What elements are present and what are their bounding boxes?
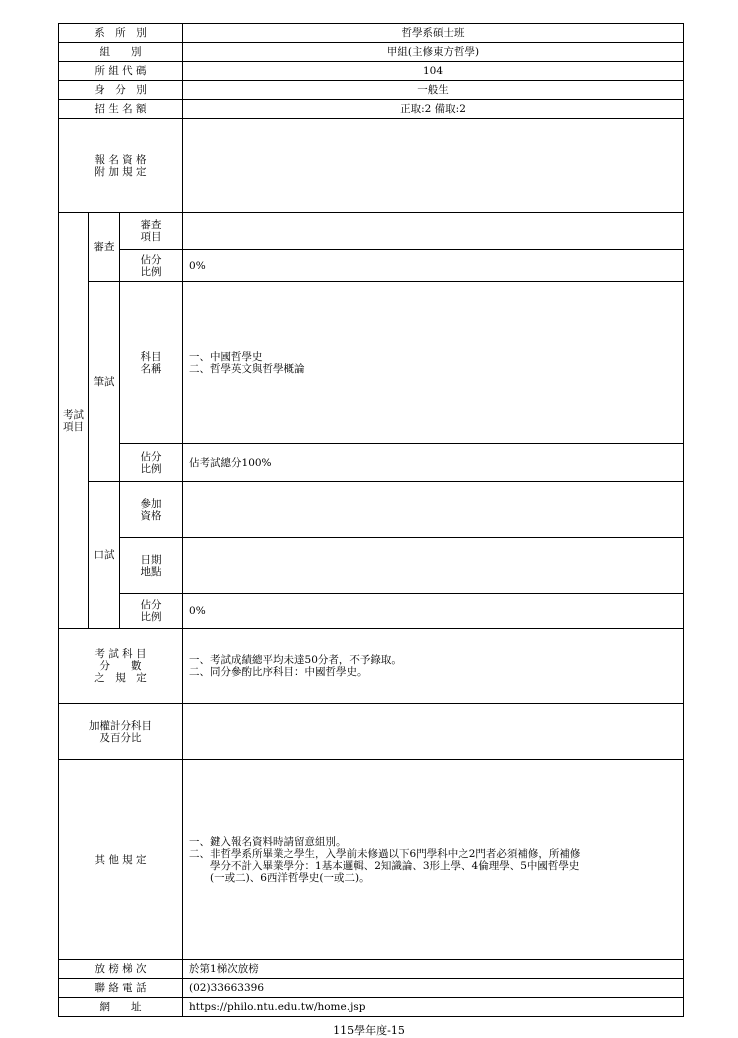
review-ratio-value: 0%: [183, 250, 684, 282]
phone-value: (02)33663396: [183, 979, 684, 998]
oral-ratio-label-line1: 佔分: [140, 599, 162, 611]
review-ratio-label-line1: 佔分: [140, 253, 162, 266]
weighted-label: [59, 704, 183, 760]
review-ratio-label-line2: 比例: [140, 265, 162, 278]
identity-value: 一般生: [183, 81, 684, 100]
qualification-value: [183, 119, 684, 213]
dept-label: 系 所 別: [59, 24, 183, 43]
review-ratio-label: [120, 250, 183, 282]
oral-eligibility-label-line2: 資格: [140, 509, 162, 522]
oral-eligibility-label-line1: 參加: [140, 497, 162, 510]
page-number: 115學年度-15: [333, 1024, 405, 1037]
identity-label: 身 分 別: [59, 81, 183, 100]
oral-date-value: [183, 538, 684, 594]
code-value: 104: [183, 62, 684, 81]
website-label: 網 址: [59, 998, 183, 1017]
oral-eligibility-label: [120, 482, 183, 538]
score-rules-label: [59, 629, 183, 704]
identity-row: [59, 81, 684, 100]
exam-label-line2: 項目: [63, 420, 84, 433]
written-ratio-label-line2: 比例: [140, 462, 162, 475]
dept-value: 哲學系碩士班: [183, 24, 684, 43]
review-items-label-line1: 審查: [140, 219, 162, 231]
exam-label-line1: 考試: [63, 408, 84, 421]
written-subject-value: [183, 282, 684, 444]
oral-date-label-line2: 地點: [140, 565, 162, 578]
other-line3: 學分不計入畢業學分：1基本邏輯、2知識論、3形上學、4倫理學、5中國哲學史: [189, 859, 580, 872]
release-row: [59, 960, 684, 979]
website-link[interactable]: https://philo.ntu.edu.tw/home.jsp: [183, 998, 684, 1017]
code-row: [59, 62, 684, 81]
written-subject-row: [59, 282, 684, 444]
other-label: 其 他 規 定: [59, 760, 183, 960]
written-subject-label-line1: 科目: [140, 350, 162, 363]
weighted-label-line1: 加權計分科目: [89, 719, 152, 732]
score-rules-label-line1: 考 試 科 目: [94, 648, 147, 660]
other-row: [59, 760, 684, 960]
written-ratio-value: 佔考試總分100%: [183, 444, 684, 482]
written-ratio-row: [59, 444, 684, 482]
qualification-label-line2: 附 加 規 定: [94, 165, 147, 178]
written-subject-label-line2: 名稱: [140, 362, 162, 375]
oral-label: 口試: [89, 482, 120, 629]
phone-label: 聯 絡 電 話: [59, 979, 183, 998]
review-items-value: [183, 213, 684, 250]
qualification-row: [59, 119, 684, 213]
weighted-label-line2: 及百分比: [99, 731, 142, 744]
score-rules-label-line2: 分 數: [99, 660, 142, 672]
quota-row: [59, 100, 684, 119]
score-rule-line2: 二、同分參酌比序科目：中國哲學史。: [189, 666, 368, 678]
oral-ratio-row: [59, 594, 684, 629]
review-items-label: [120, 213, 183, 250]
score-rules-value: [183, 629, 684, 704]
group-label: 組 別: [59, 43, 183, 62]
other-line4: (一或二)、6西洋哲學史(一或二)。: [189, 871, 370, 884]
review-ratio-row: [59, 250, 684, 282]
written-ratio-label: [120, 444, 183, 482]
oral-ratio-label-line2: 比例: [140, 611, 162, 623]
phone-row: [59, 979, 684, 998]
score-rules-label-line3: 之 規 定: [94, 672, 147, 684]
other-value: [183, 760, 684, 960]
admission-info-table: [58, 23, 684, 1017]
oral-date-row: [59, 538, 684, 594]
score-rule-line1: 一、考試成績總平均未達50分者，不予錄取。: [189, 654, 402, 666]
review-label: 審查: [89, 213, 120, 282]
score-rules-row: [59, 629, 684, 704]
code-label: 所 組 代 碼: [59, 62, 183, 81]
written-subject-label: [120, 282, 183, 444]
group-value: 甲組(主修東方哲學): [183, 43, 684, 62]
review-items-row: [59, 213, 684, 250]
dept-row: [59, 24, 684, 43]
qualification-label-line1: 報 名 資 格: [94, 153, 147, 166]
written-subject-line2: 二、哲學英文與哲學概論: [189, 362, 305, 375]
exam-label: [59, 213, 89, 629]
quota-label: 招 生 名 額: [59, 100, 183, 119]
oral-eligibility-row: [59, 482, 684, 538]
release-label: 放 榜 梯 次: [59, 960, 183, 979]
oral-date-label: [120, 538, 183, 594]
written-ratio-label-line1: 佔分: [140, 450, 162, 463]
oral-date-label-line1: 日期: [140, 553, 162, 566]
qualification-label: [59, 119, 183, 213]
written-label: 筆試: [89, 282, 120, 482]
other-line2: 二、非哲學系所畢業之學生，入學前未修過以下6門學科中之2門者必須補修，所補修: [189, 847, 581, 860]
review-items-label-line2: 項目: [140, 231, 162, 243]
written-subject-line1: 一、中國哲學史: [189, 350, 263, 363]
oral-ratio-value: 0%: [183, 594, 684, 629]
quota-value: 正取:2 備取:2: [183, 100, 684, 119]
oral-ratio-label: [120, 594, 183, 629]
group-row: [59, 43, 684, 62]
oral-eligibility-value: [183, 482, 684, 538]
other-line1: 一、鍵入報名資料時請留意組別。: [189, 835, 347, 848]
weighted-value: [183, 704, 684, 760]
website-row: [59, 998, 684, 1017]
release-value: 於第1梯次放榜: [183, 960, 684, 979]
weighted-row: [59, 704, 684, 760]
